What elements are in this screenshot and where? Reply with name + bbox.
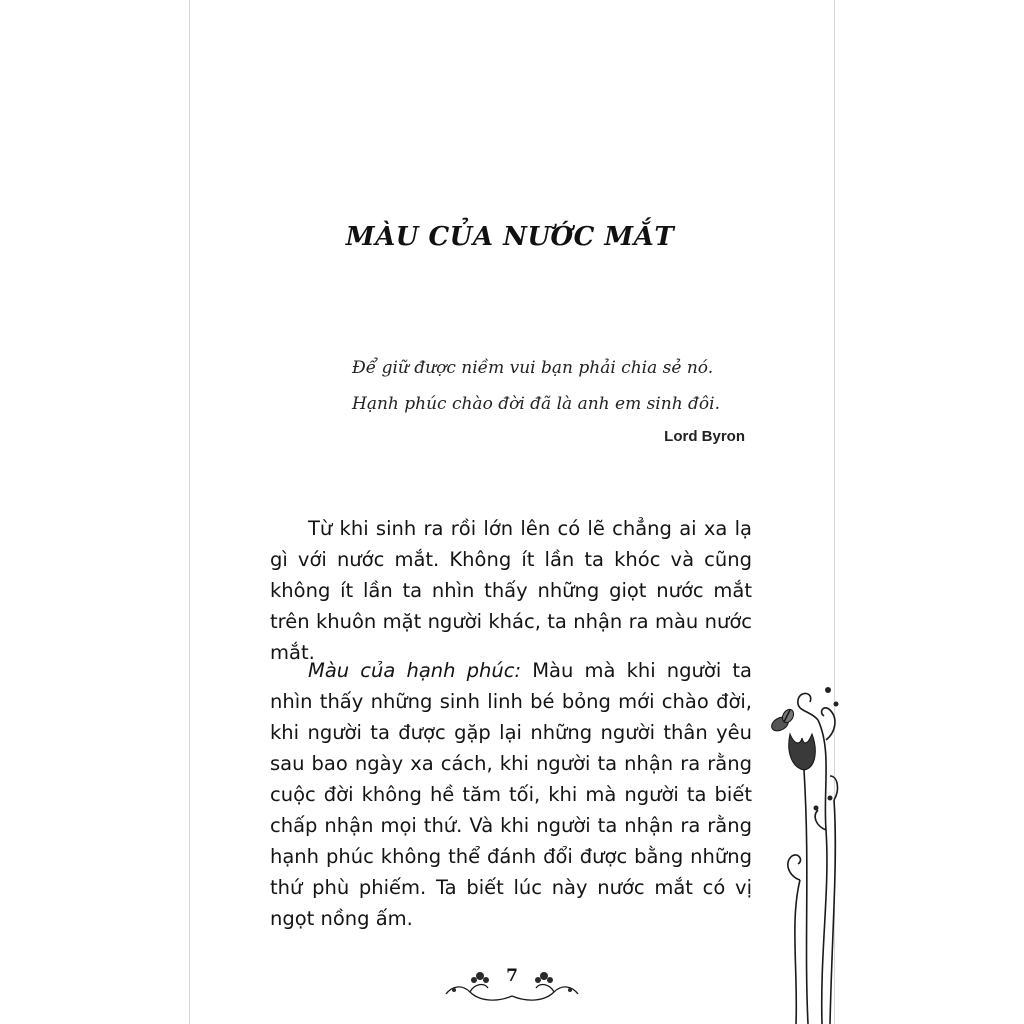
- bud: [825, 687, 831, 693]
- epigraph-author: Lord Byron: [664, 428, 745, 445]
- bud: [814, 806, 819, 811]
- flower-stem: [804, 770, 808, 1024]
- flower-butterfly-icon: [760, 680, 840, 1024]
- bud: [834, 702, 839, 707]
- page-edge-left: [189, 0, 190, 1024]
- stem-curl: [798, 693, 818, 720]
- paragraph-lead-phrase: Màu của hạnh phúc:: [308, 659, 522, 682]
- chapter-title: MÀU CỦA NƯỚC MẮT: [345, 222, 675, 252]
- page-number: 7: [506, 966, 518, 986]
- body-paragraph-1: Từ khi sinh ra rồi lớn lên có lẽ chẳng ai xa lạ gì với nước mắt. Không ít lần ta khóc và cũng không ít lần ta nhìn thấy những giọt nước mắt trên khuôn mặt người khác, ta nhận ra màu nước mắt.: [270, 517, 752, 664]
- flower-stem: [830, 800, 835, 1024]
- flower-stem: [818, 720, 827, 1024]
- epigraph-quote: Để giữ được niềm vui bạn phải chia sẻ nó. Hạnh phúc chào đời đã là anh em sinh đôi.: [352, 358, 721, 414]
- flower-stem: [795, 880, 800, 1024]
- stem-curl: [788, 855, 801, 880]
- tulip-flower: [789, 734, 816, 770]
- stem-curl: [815, 810, 826, 830]
- paragraph-2-text: Màu mà khi người ta nhìn thấy những sinh linh bé bỏng mới chào đời, khi người ta được gặp lại những người thân yêu sau bao ngày xa cách, khi người ta nhận ra rằng cuộc đời không hề tăm tối, khi mà người ta biết chấp nhận mọi thứ. Và khi người ta nhận ra rằng hạnh phúc không thể đánh đổi được bằng những thứ phù phiếm. Ta biết lúc này nước mắt có vị ngọt nồng ấm.: [270, 659, 753, 930]
- body-paragraph-2: [270, 655, 752, 934]
- butterfly-icon: [769, 707, 796, 733]
- bud: [828, 796, 833, 801]
